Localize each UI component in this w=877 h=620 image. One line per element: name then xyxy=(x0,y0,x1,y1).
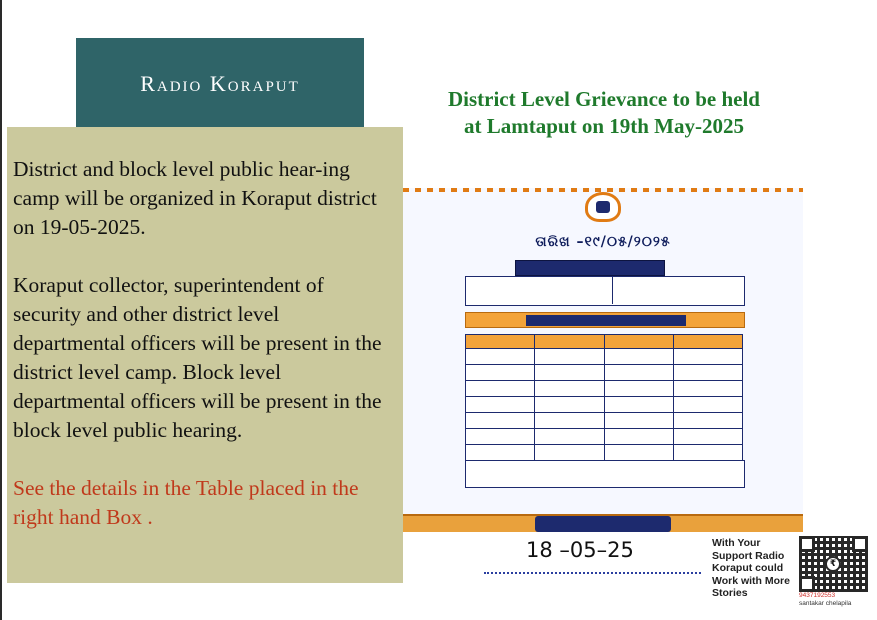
support-phone: 9437192553 xyxy=(799,592,836,599)
headline-line: at Lamtaput on 19th May-2025 xyxy=(463,114,744,138)
poster-footer-ribbon xyxy=(535,516,671,532)
rupee-icon: ₹ xyxy=(825,556,841,572)
schedule-poster-image xyxy=(403,188,803,532)
article-paragraph: District and block level public hear-ing camp will be organized in Koraput district on 19-05-2025. xyxy=(13,157,377,239)
article-panel xyxy=(7,127,403,583)
poster-officers-box xyxy=(465,460,745,488)
odisha-emblem-icon xyxy=(585,192,621,222)
publish-date: 18 –05–25 xyxy=(526,538,634,562)
article-note: See the details in the Table placed in the right hand Box . xyxy=(13,476,359,529)
article-paragraph: Koraput collector, superintendent of security and other district level departmental officers will be present in the district level camp. Block level departmental officers will be present in the block level public hearing. xyxy=(13,273,382,442)
poster-ribbon-panchayat xyxy=(465,312,745,328)
support-name: santakar chelapila xyxy=(799,600,852,607)
masthead-title: Radio Koraput xyxy=(76,38,364,130)
support-message: With Your Support Radio Koraput could Work with More Stories xyxy=(712,537,790,599)
qr-caption xyxy=(799,592,877,608)
headline xyxy=(404,86,804,140)
poster-panchayat-table xyxy=(465,334,743,461)
headline-line: District Level Grievance to be held xyxy=(447,87,760,111)
poster-ribbon-district xyxy=(515,260,665,276)
date-underline xyxy=(484,572,701,574)
poster-district-box xyxy=(465,276,745,306)
qr-code-icon[interactable] xyxy=(799,536,868,592)
page-border xyxy=(0,0,2,620)
poster-date: ତାରିଖ –୧୯/୦୫/୨୦୨୫ xyxy=(535,234,671,250)
